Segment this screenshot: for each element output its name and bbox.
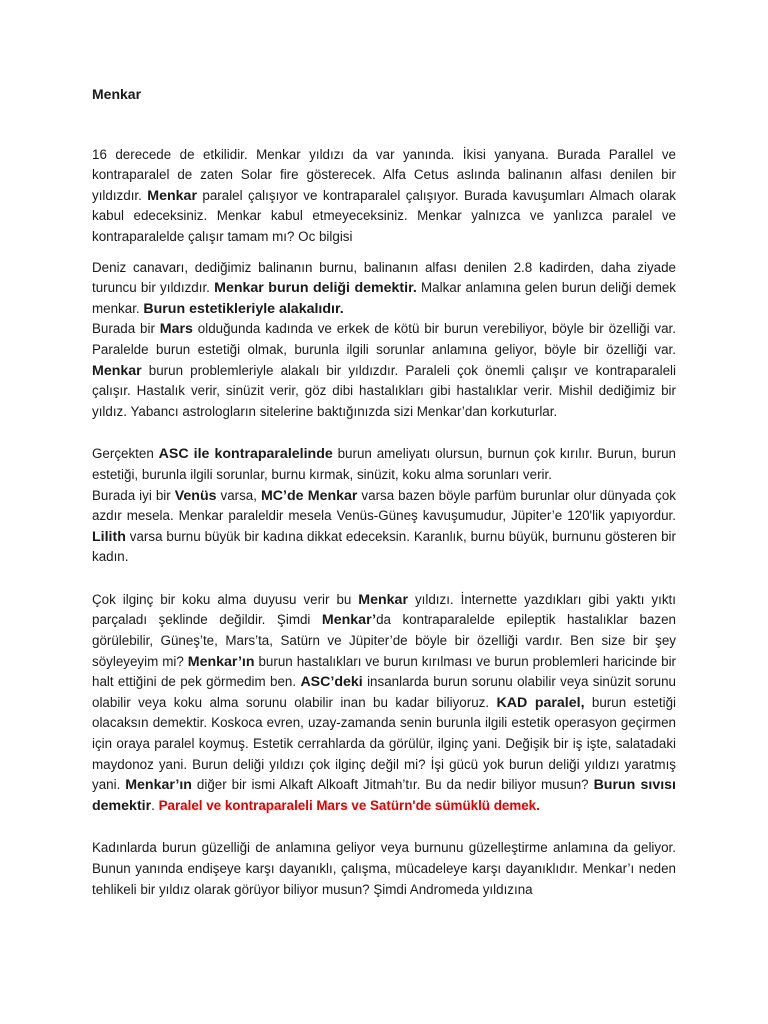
p6-bold-3: Menkar’ın	[187, 653, 255, 670]
p7-text-a: Kadınlarda burun güzelliği de anlamına geliyor veya burnunu güzelleştirme anlamına da geliyor. Bunun yanında endişeye karşı dayanıklı, çalışma, mücadeleye karşı dayanıklıdır. Menkar’ı neden tehlikeli bir yıldız olarak görüyor biliyor musun? Şimdi Andromeda yıldızına	[92, 840, 676, 897]
p6-bold-7: Burun sıvısı demektir	[92, 777, 676, 814]
p3-bold-1: Mars	[159, 321, 193, 338]
p6-text-e: burun hastalıkları ve burun kırılması ve burun problemleri haricinde bir halt ettiğini de pek görmedim ben.	[92, 653, 677, 690]
paragraph-7	[92, 838, 676, 900]
p6-text-i: .	[151, 797, 159, 813]
p2-text-c: Malkar anlamına gelen burun deliği demek menkar.	[92, 280, 676, 316]
p5-bold-2: MC’de Menkar	[260, 487, 358, 504]
p4-text-c: burun ameliyatı olursun, burnun çok kırılır. Burun, burun estetiği, burunla ilgili sorunlar, burnu kırmak, sinüzit, koku alma sorunları verir.	[92, 446, 676, 482]
p3-text-d: burun problemleriyle alakalı bir yıldızdır. Paraleli çok önemli çalışır ve kontraparaleli çalışır. Hastalık verir, sinüzit verir, göz dibi hastalıkları gibi hastalıklar verir. Mishil dediğimiz bir yıldız. Yabancı astrologların sitelerine baktığınızda sizi Menkar’dan korkuturlar.	[92, 362, 676, 419]
p6-text-d: da kontraparalelde epileptik hastalıklar bazen görülebilir, Güneş’te, Mars’ta, Satürn ve Jüpiter’de böyle bir özelliği vardır. Ben size bir şey söyleyeyim mi?	[92, 612, 676, 669]
p5-text-e: varsa burnu büyük bir kadına dikkat edeceksin. Karanlık, burnu büyük, burnunu gösteren bir kadın.	[92, 528, 676, 565]
p6-text-a: Çok ilginç bir koku alma duyusu verir bu	[92, 591, 359, 607]
p1-text-a: 16 derecede de etkilidir. Menkar yıldızı da var yanında. İkisi yanyana. Burada Parallel ve kontraparalel de zaten Solar fire gösterecek. Alfa Cetus aslında balinanın alfası denilen bir yıldızdır.	[92, 146, 676, 203]
paragraph-6	[92, 590, 676, 817]
page-title: Menkar	[92, 86, 142, 102]
p2-bold-1: Menkar burun deliği demektir.	[214, 280, 417, 297]
p6-bold-2: Menkar’	[321, 612, 377, 629]
p6-bold-5: KAD paralel,	[496, 694, 585, 711]
p3-bold-2: Menkar	[92, 362, 142, 379]
p4-text-a: Gerçekten	[92, 446, 159, 462]
p1-text-c: paralel çalışıyor ve kontraparalel çalışıyor. Burada kavuşumları Almach olarak kabul edeceksiniz. Menkar kabul etmeyeceksiniz. Menkar yalnızca ve yanlızca paralel ve kontraparalelde çalışır tamam mı? Oc bilgisi	[92, 187, 676, 244]
p2-bold-2: Burun estetikleriyle alakalıdır.	[143, 300, 344, 317]
p6-text-f: insanlarda burun sorunu olabilir veya sinüzit sorunu olabilir veya koku alma sorunu olabilir inan bu kadar biliyoruz.	[92, 674, 676, 710]
p1-bold-1: Menkar	[147, 187, 197, 204]
p6-text-h: diğer bir ismi Alkaft Alkoaft Jitmah’tır. Bu da nedir biliyor musun?	[191, 777, 594, 793]
p6-text-c: yıldızı. İnternette yazdıkları gibi yaktı yıktı parçaladı şeklinde değildir. Şimdi	[92, 591, 676, 628]
document-page	[92, 84, 676, 900]
paragraph-3	[92, 319, 676, 422]
p2-text-a: Deniz canavarı, dediğimiz balinanın burnu, balinanın alfası denilen 2.8 kadirden, daha ziyade turuncu bir yıldızdır.	[92, 259, 676, 296]
p5-text-d: varsa bazen böyle parfüm burunlar olur dünyada çok azdır mesela. Menkar paraleldir mesela Venüs-Güneş kavuşumudur, Jüpiter’e 120'lik yapıyordur.	[92, 487, 677, 524]
p5-text-c: varsa,	[216, 487, 261, 503]
p5-text-a: Burada iyi bir	[92, 487, 175, 503]
p6-bold-1: Menkar	[358, 591, 408, 608]
p5-bold-3: Lilith	[92, 528, 126, 545]
p6-bold-6: Menkar’ın	[125, 777, 192, 794]
p6-red-highlight: Paralel ve kontraparaleli Mars ve Satürn'de sümüklü demek	[158, 797, 537, 813]
p5-bold-1: Venüs	[174, 487, 217, 504]
paragraph-5	[92, 486, 676, 568]
paragraph-4	[92, 444, 676, 485]
paragraph-2	[92, 258, 676, 320]
p4-bold-1: ASC ile kontraparalelinde	[158, 446, 333, 463]
p6-bold-4: ASC’deki	[300, 674, 363, 691]
p3-text-c: olduğunda kadında ve erkek de kötü bir burun verebiliyor, böyle bir özelliği var. Paralelde burun estetiği olmak, burunla ilgili sorunlar anlamına geliyor, böyle bir özelliği var.	[92, 321, 676, 357]
p6-text-g: burun estetiği olacaksın demektir. Koskoca evren, uzay-zamanda senin burunla ilgili estetik operasyon geçirmen için oraya paralel koymuş. Estetik cerrahlarda da görülür, ilginç yani. Değişik bir iş işte, salatadaki maydonoz yani. Burun deliği yıldızı çok ilginç değil mi? İşi gücü yok burun deliği yıldızı yaratmış yani.	[92, 694, 676, 793]
paragraph-1	[92, 145, 676, 248]
p6-red-period: .	[536, 797, 540, 813]
p3-text-a: Burada bir	[92, 321, 160, 337]
